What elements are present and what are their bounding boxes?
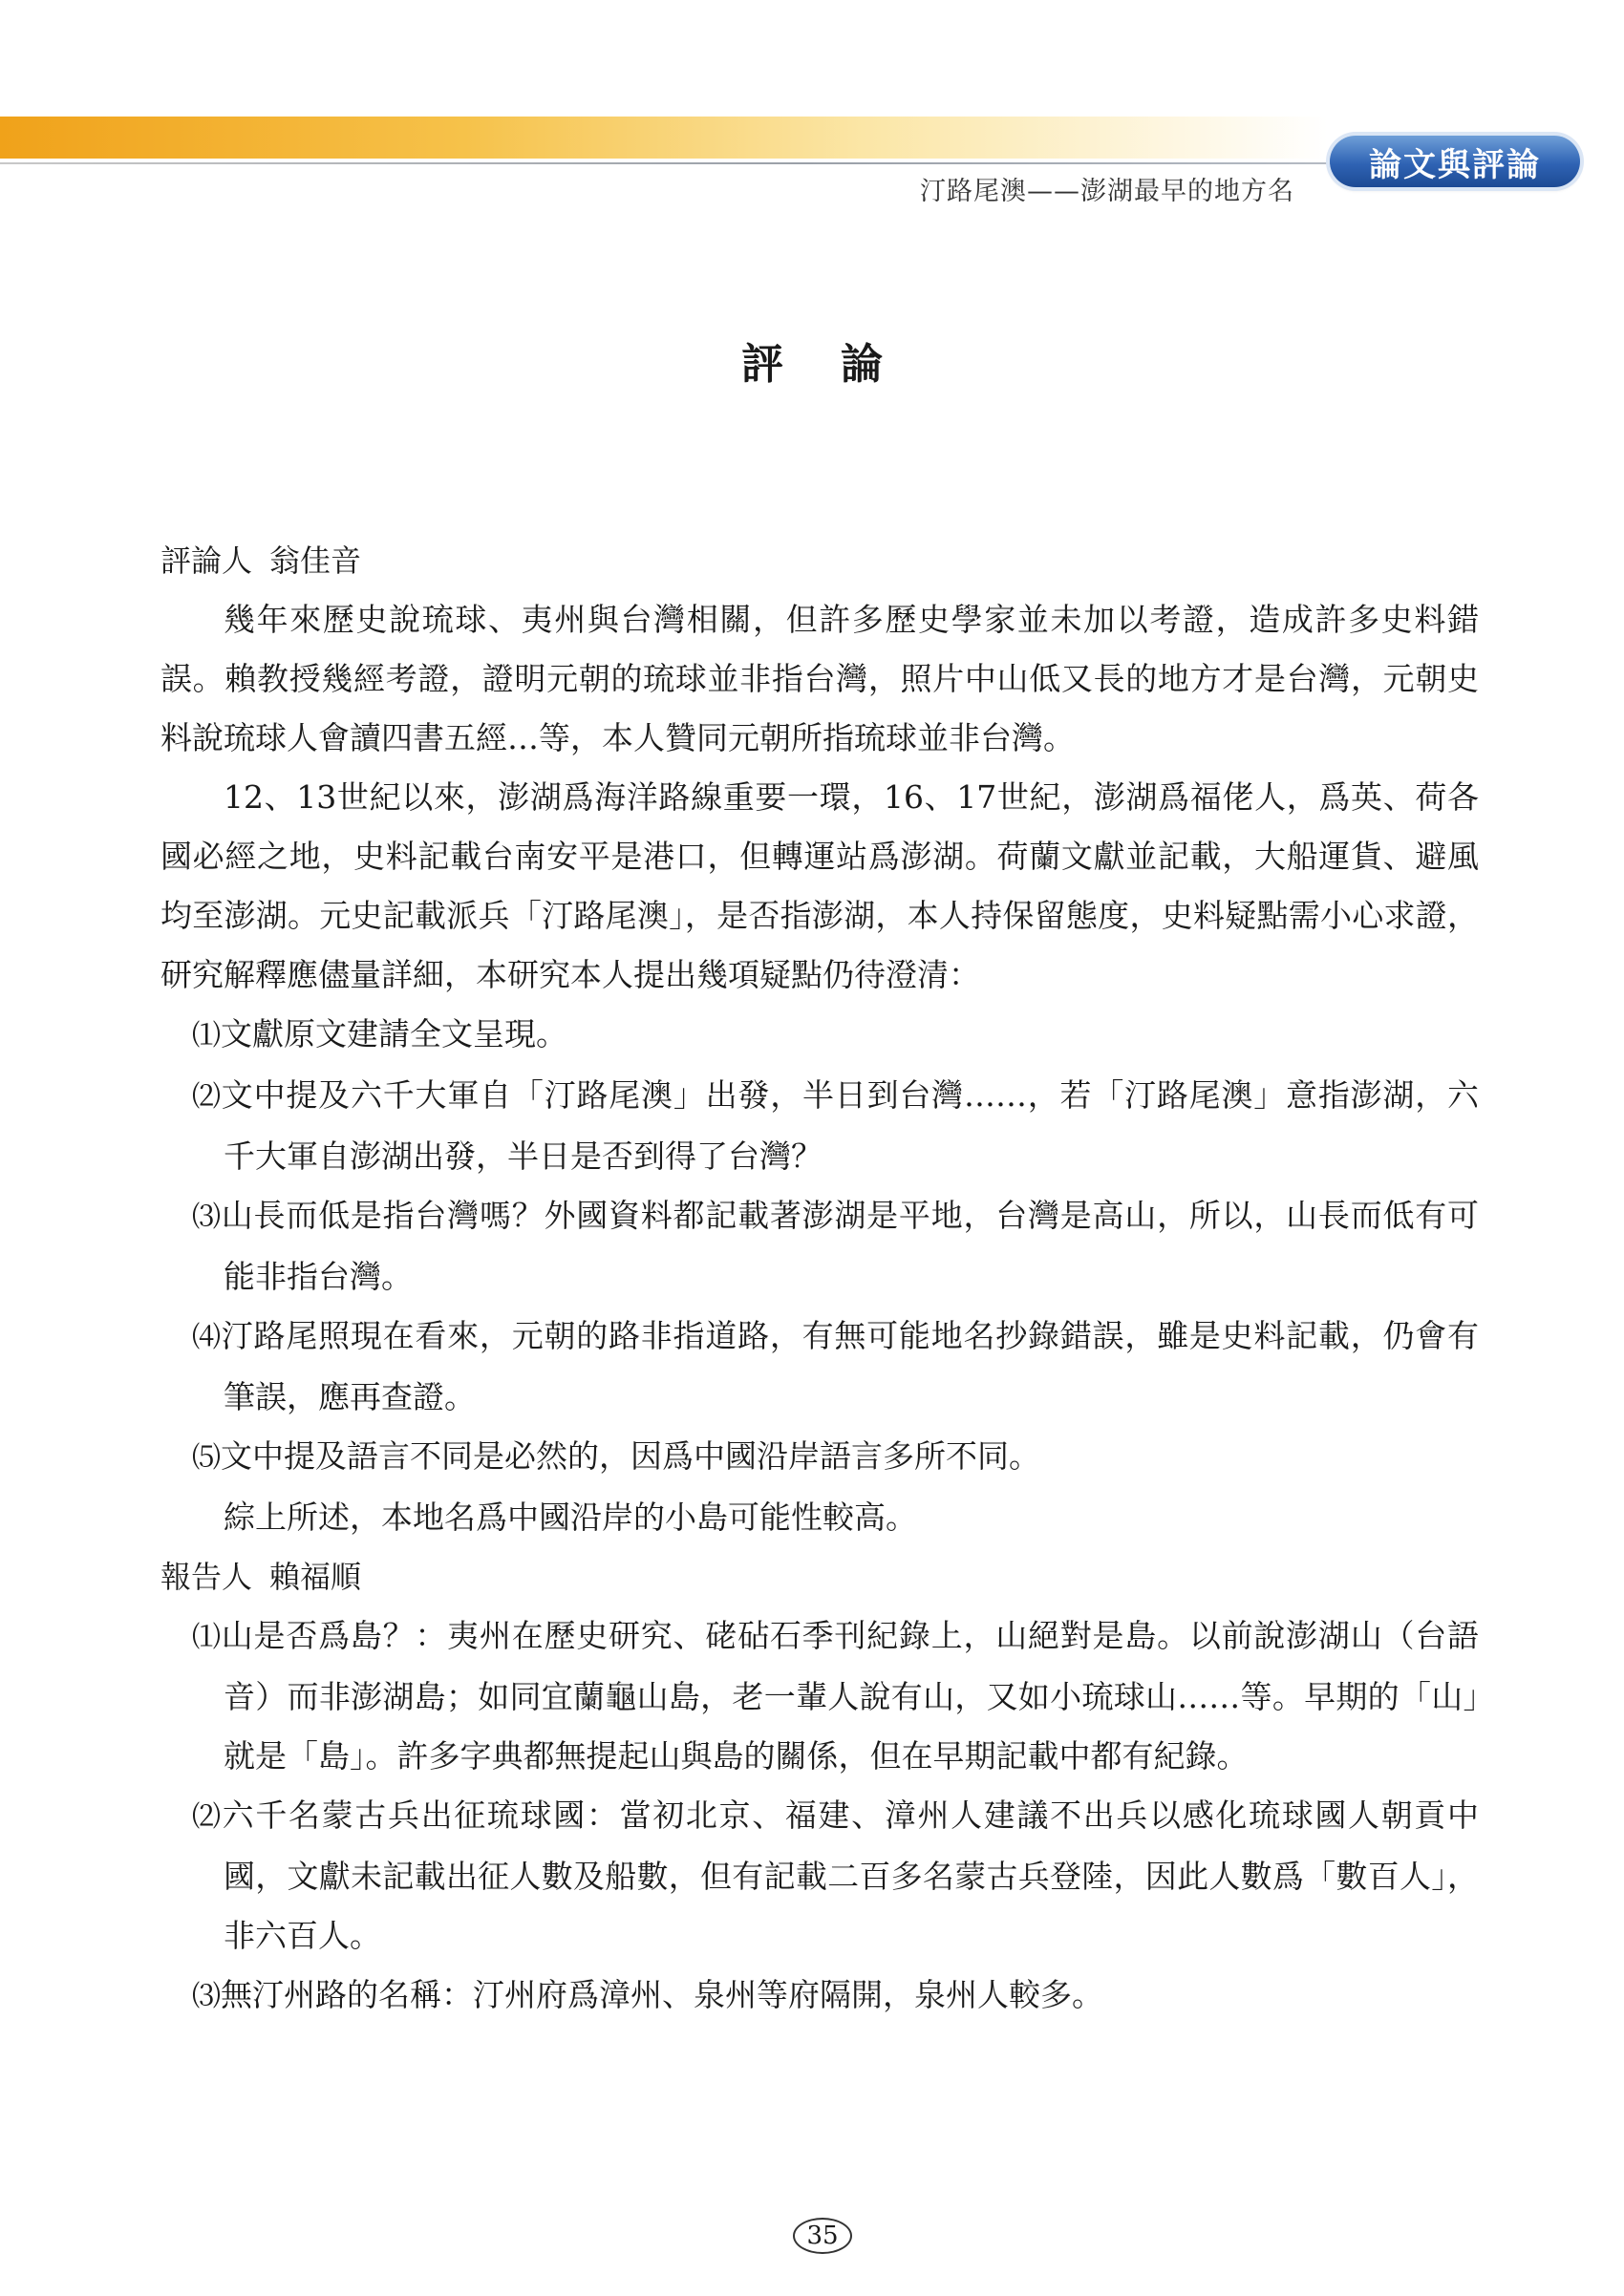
paragraph: 12、13世紀以來，澎湖爲海洋路線重要一環，16、17世紀，澎湖爲福佬人，爲英、荷各國必經之地，史料記載台南安平是港口，但轉運站爲澎湖。荷蘭文獻並記載，大船運貨、避風均至澎湖。元史記載派兵「汀路尾澳」，是否指澎湖，本人持保留態度，史料疑點需小心求證，研究解釋應儘量詳細，本研究本人提出幾項疑點仍待澄清： bbox=[160, 778, 1479, 993]
item-number: ⑸ bbox=[192, 1441, 221, 1475]
item-number: ⑴ bbox=[192, 1019, 221, 1052]
item-text: 山是否爲島？：夷州在歷史研究、硓砧石季刊紀錄上，山絕對是島。以前說澎湖山（台語音）而非澎湖島；如同宜蘭龜山島，老一輩人說有山，又如小琉球山……等。早期的「山」就是「島」。許多字典都無提起山與島的關係，但在早期記載中都有紀錄。 bbox=[221, 1617, 1480, 1775]
conclusion-paragraph: 綜上所述，本地名爲中國沿岸的小島可能性較高。 bbox=[224, 1499, 917, 1536]
item-text: 山長而低是指台灣嗎？外國資料都記載著澎湖是平地，台灣是高山，所以，山長而低有可能非指台灣。 bbox=[221, 1197, 1480, 1295]
item-text: 六千名蒙古兵出征琉球國：當初北京、福建、漳州人建議不出兵以感化琉球國人朝貢中國，文獻未記載出征人數及船數，但有記載二百多名蒙古兵登陸，因此人數爲「數百人」，非六百人。 bbox=[222, 1796, 1480, 1954]
page-title: 評論 bbox=[741, 340, 940, 389]
list-item bbox=[160, 1005, 1479, 1066]
list-item bbox=[160, 1186, 1479, 1307]
item-text: 文中提及六千大軍自「汀路尾澳」出發，半日到台灣……，若「汀路尾澳」意指澎湖，六千大軍自澎湖出發，半日是否到得了台灣？ bbox=[221, 1076, 1480, 1175]
item-text: 文獻原文建請全文呈現。 bbox=[221, 1015, 567, 1052]
header-divider bbox=[0, 162, 1337, 164]
header-gradient-band bbox=[0, 117, 1328, 159]
item-number: ⑵ bbox=[192, 1080, 222, 1114]
list-item bbox=[160, 1606, 1479, 1786]
commentator-heading bbox=[160, 531, 1479, 590]
reporter-name: 賴福順 bbox=[269, 1559, 362, 1595]
item-number: ⑴ bbox=[192, 1621, 222, 1654]
item-text: 無汀州路的名稱：汀州府爲漳州、泉州等府隔開，泉州人較多。 bbox=[221, 1976, 1103, 2013]
item-number: ⑶ bbox=[192, 1201, 222, 1234]
paragraph: 幾年來歷史說琉球、夷州與台灣相關，但許多歷史學家並未加以考證，造成許多史料錯誤。賴教授幾經考證，證明元朝的琉球並非指台灣，照片中山低又長的地方才是台灣，元朝史料說琉球人會讀四書五經…等，本人贊同元朝所指琉球並非台灣。 bbox=[160, 601, 1479, 756]
item-number: ⑷ bbox=[192, 1321, 222, 1354]
list-item bbox=[160, 1786, 1479, 1966]
list-item bbox=[160, 1066, 1479, 1186]
commentator-role: 評論人 bbox=[160, 542, 253, 579]
reporter-role: 報告人 bbox=[160, 1559, 253, 1595]
running-title: 汀路尾澳——澎湖最早的地方名 bbox=[920, 177, 1294, 206]
page-number: 35 bbox=[793, 2218, 852, 2254]
item-number: ⑵ bbox=[192, 1800, 223, 1834]
item-number: ⑶ bbox=[192, 1980, 221, 2013]
section-badge: 論文與評論 bbox=[1330, 136, 1580, 187]
list-item bbox=[160, 1427, 1479, 1488]
reporter-heading bbox=[160, 1547, 1479, 1606]
item-text: 文中提及語言不同是必然的，因爲中國沿岸語言多所不同。 bbox=[221, 1437, 1040, 1475]
document-body bbox=[160, 531, 1479, 2027]
list-item bbox=[160, 1307, 1479, 1427]
commentator-name: 翁佳音 bbox=[269, 542, 362, 579]
item-text: 汀路尾照現在看來，元朝的路非指道路，有無可能地名抄錄錯誤，雖是史料記載，仍會有筆誤，應再查證。 bbox=[221, 1317, 1480, 1415]
list-item bbox=[160, 1966, 1479, 2027]
